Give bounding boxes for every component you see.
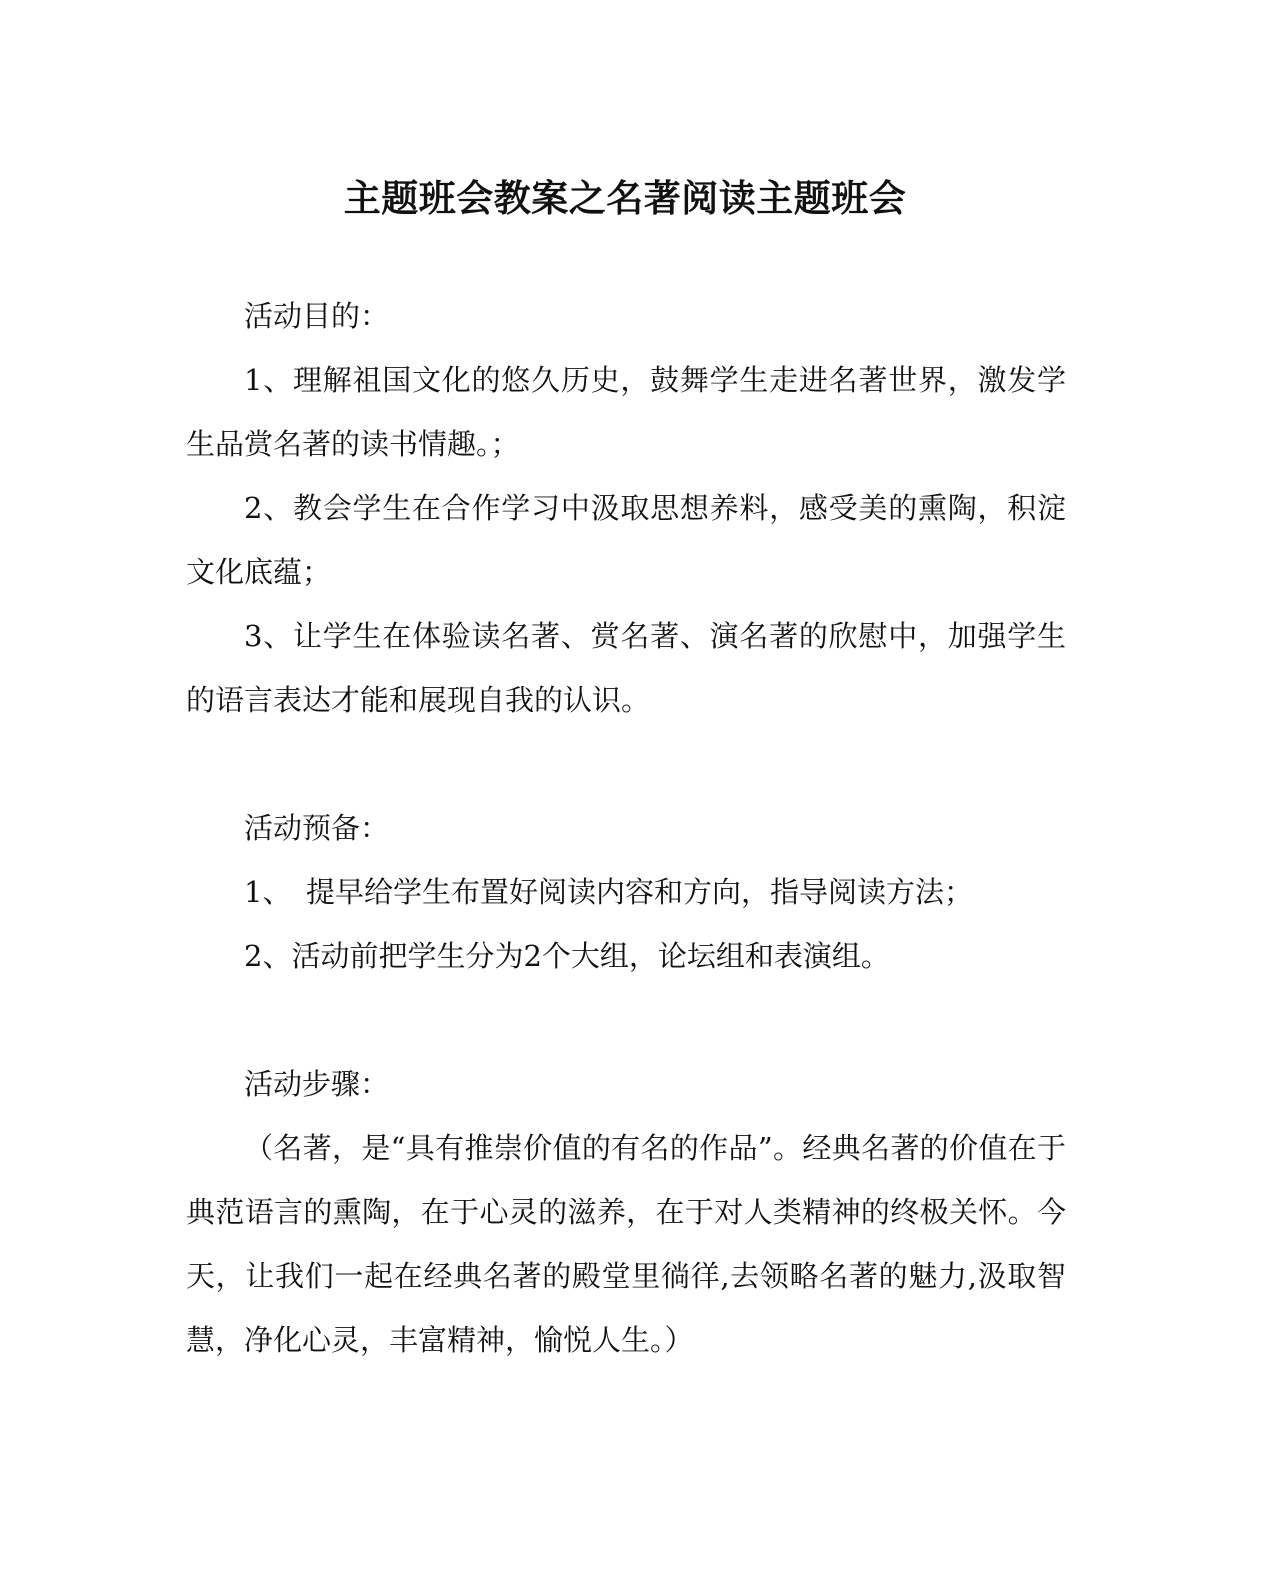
section-heading-steps: 活动步骤：: [244, 1067, 390, 1101]
document-body: [186, 284, 1066, 1372]
purpose-item-3: 3、让学生在体验读名著、赏名著、演名著的欣慰中，加强学生的语言表达才能和展现自我的认识。: [186, 619, 1066, 717]
section-heading-purpose: 活动目的：: [244, 299, 390, 333]
document-title: 主题班会教案之名著阅读主题班会: [343, 176, 907, 220]
section-spacer: [186, 988, 1066, 1052]
section-spacer: [186, 732, 1066, 796]
steps-intro-paragraph: （名著，是“具有推崇价值的有名的作品”。经典名著的价值在于典范语言的熏陶，在于心灵的滋养，在于对人类精神的终极关怀。今天，让我们一起在经典名著的殿堂里徜徉,去领略名著的魅力,汲取智慧，净化心灵，丰富精神，愉悦人生。）: [186, 1131, 1066, 1357]
purpose-item-1: 1、理解祖国文化的悠久历史，鼓舞学生走进名著世界，激发学生品赏名著的读书情趣。；: [186, 363, 1066, 461]
section-heading-preparation: 活动预备：: [244, 811, 390, 845]
purpose-item-2: 2、教会学生在合作学习中汲取思想养料，感受美的熏陶，积淀文化底蕴；: [186, 491, 1066, 589]
preparation-item-2: 2、活动前把学生分为2个大组，论坛组和表演组。: [244, 939, 890, 973]
preparation-item-1: 1、 提早给学生布置好阅读内容和方向，指导阅读方法；: [244, 875, 973, 909]
